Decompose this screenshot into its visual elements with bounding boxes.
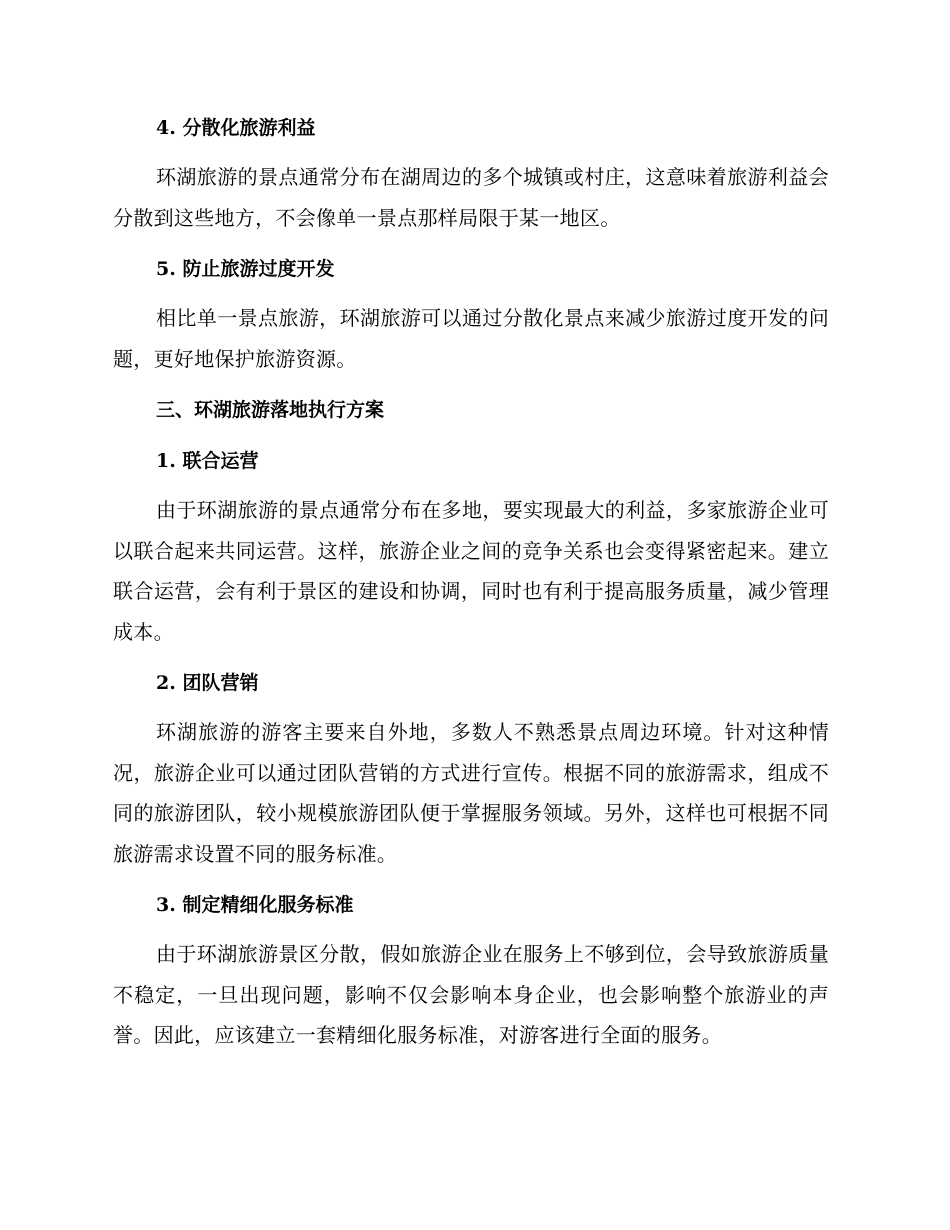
spacer (113, 379, 829, 390)
section-heading-4: 4. 分散化旅游利益 (156, 117, 316, 139)
spacer (113, 148, 829, 157)
spacer (113, 652, 829, 663)
paragraph-5: 相比单一景点旅游，环湖旅游可以通过分散化景点来减少旅游过度开发的问题，更好地保护旅游资源。 (113, 306, 829, 371)
paragraph-team-marketing: 环湖旅游的游客主要来自外地，多数人不熟悉景点周边环境。针对这种情况，旅游企业可以通过团队营销的方式进行宣传。根据不同的旅游需求，组成不同的旅游团队，较小规模旅游团队便于掌握服务领域。另外，这样也可根据不同旅游需求设置不同的服务标准。 (113, 720, 829, 866)
spacer (113, 925, 829, 934)
paragraph-service-standard: 由于环湖旅游景区分散，假如旅游企业在服务上不够到位，会导致旅游质量不稳定，一旦出现问题，影响不仅会影响本身企业，也会影响整个旅游业的声誉。因此，应该建立一套精细化服务标准，对游客进行全面的服务。 (113, 942, 829, 1047)
spacer (113, 430, 829, 441)
spacer (113, 481, 829, 490)
subsection-heading-3: 3. 制定精细化服务标准 (156, 894, 354, 916)
document-body (113, 108, 829, 1056)
paragraph-4: 环湖旅游的景点通常分布在湖周边的多个城镇或村庄，这意味着旅游利益会分散到这些地方，不会像单一景点那样局限于某一地区。 (113, 165, 829, 230)
spacer (113, 238, 829, 249)
subsection-heading-2: 2. 团队营销 (156, 672, 259, 694)
paragraph-joint-operation: 由于环湖旅游的景点通常分布在多地，要实现最大的利益，多家旅游企业可以联合起来共同运营。这样，旅游企业之间的竞争关系也会变得紧密起来。建立联合运营，会有利于景区的建设和协调，同时也有利于提高服务质量，减少管理成本。 (113, 498, 829, 644)
chapter-heading-3: 三、环湖旅游落地执行方案 (156, 399, 385, 421)
subsection-heading-1: 1. 联合运营 (156, 450, 259, 472)
spacer (113, 874, 829, 885)
spacer (113, 703, 829, 712)
spacer (113, 289, 829, 298)
section-heading-5: 5. 防止旅游过度开发 (156, 258, 335, 280)
